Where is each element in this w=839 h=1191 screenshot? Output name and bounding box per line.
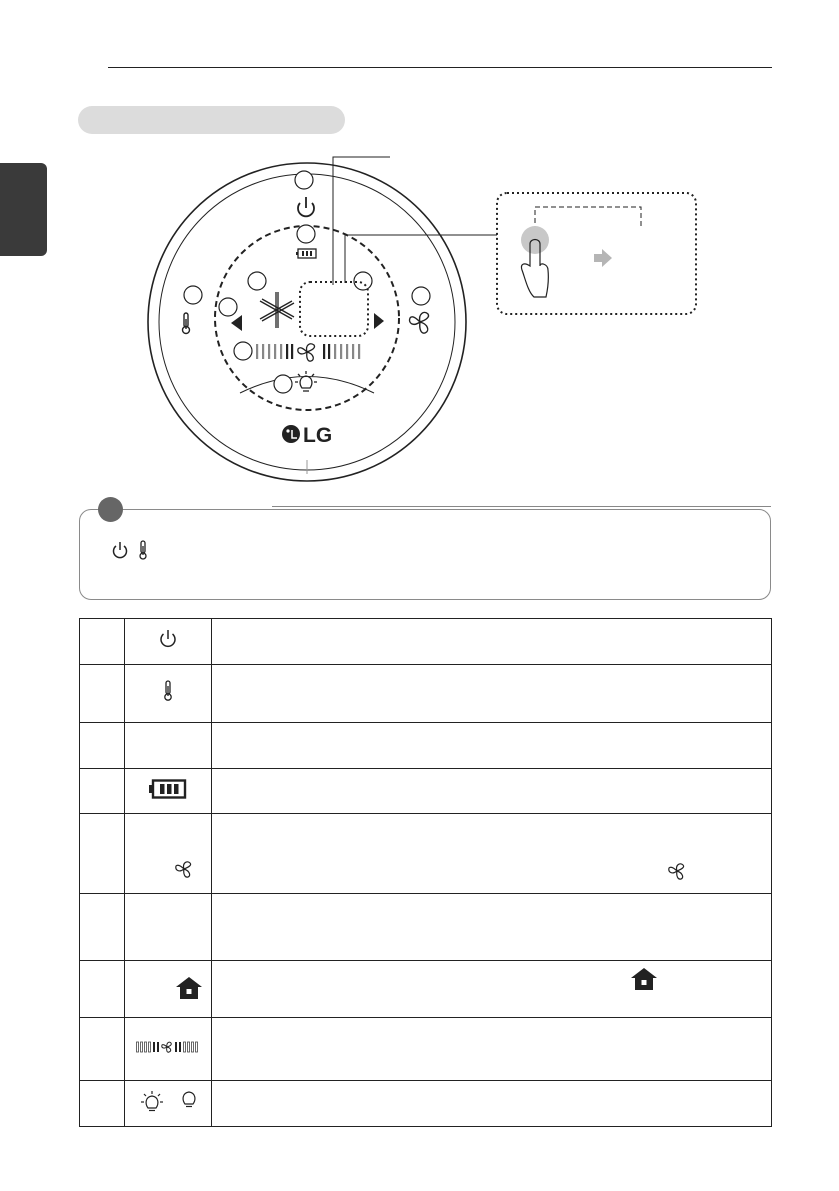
table-row xyxy=(80,814,772,894)
table-row xyxy=(80,619,772,665)
description-cell xyxy=(212,769,772,814)
fan-speed-bar-icon xyxy=(136,1041,200,1053)
table-row xyxy=(80,1018,772,1081)
table-row xyxy=(80,961,772,1018)
callout-3 xyxy=(248,272,266,290)
note-header-line xyxy=(272,506,771,507)
fan-icon xyxy=(410,312,429,333)
note-badge xyxy=(98,497,123,522)
row-number-cell xyxy=(80,961,125,1018)
row-number-cell xyxy=(80,814,125,894)
function-table xyxy=(79,618,772,1127)
callout-4 xyxy=(184,286,202,304)
description-cell xyxy=(212,814,772,894)
arrow-left-icon xyxy=(231,315,242,331)
note-box xyxy=(79,509,771,600)
description-cell xyxy=(212,665,772,723)
fan-icon xyxy=(175,860,193,878)
snowflake-icon xyxy=(260,292,294,328)
table-row xyxy=(80,665,772,723)
fan-icon xyxy=(668,862,686,880)
row-number-cell xyxy=(80,665,125,723)
light-off-icon xyxy=(182,1090,196,1112)
note-icons xyxy=(112,540,148,560)
callout-9 xyxy=(274,375,292,393)
table-row xyxy=(80,723,772,769)
battery-icon xyxy=(296,249,316,258)
light-on-icon xyxy=(140,1090,164,1112)
fan-speed-bar-icon xyxy=(256,344,360,361)
thermometer-icon xyxy=(138,540,148,560)
row-number-cell xyxy=(80,1018,125,1081)
controller-diagram xyxy=(0,0,839,500)
icon-cell xyxy=(125,769,212,814)
home-icon xyxy=(175,976,203,1000)
description-cell xyxy=(212,1018,772,1081)
power-icon xyxy=(112,541,128,559)
row-number-cell xyxy=(80,894,125,961)
callout-7 xyxy=(412,287,430,305)
table-row xyxy=(80,769,772,814)
icon-cell xyxy=(125,814,212,894)
arrow-right-icon-display xyxy=(374,313,384,329)
temperature-display-window xyxy=(300,282,368,336)
power-icon xyxy=(159,629,177,649)
table-row xyxy=(80,1081,772,1127)
row-number-cell xyxy=(80,619,125,665)
icon-cell xyxy=(125,723,212,769)
icon-cell xyxy=(125,1018,212,1081)
callout-5 xyxy=(219,298,237,316)
light-on-icon xyxy=(295,371,317,391)
description-cell xyxy=(212,619,772,665)
thermometer-icon xyxy=(183,313,190,334)
description-cell xyxy=(212,961,772,1018)
description-cell xyxy=(212,894,772,961)
lg-logo xyxy=(282,424,332,447)
power-icon xyxy=(298,197,314,216)
lg-logo-text: LG xyxy=(303,424,333,447)
inset-box xyxy=(497,193,696,314)
battery-icon xyxy=(149,779,187,799)
row-number-cell xyxy=(80,1081,125,1127)
leader-line-1 xyxy=(333,157,390,285)
icon-cell xyxy=(125,619,212,665)
description-cell xyxy=(212,723,772,769)
callout-8 xyxy=(234,342,252,360)
home-icon xyxy=(630,967,658,991)
icon-cell xyxy=(125,961,212,1018)
icon-cell xyxy=(125,894,212,961)
table-row xyxy=(80,894,772,961)
icon-cell xyxy=(125,1081,212,1127)
arrow-right-icon xyxy=(594,249,612,267)
icon-cell xyxy=(125,665,212,723)
description-cell xyxy=(212,1081,772,1127)
row-number-cell xyxy=(80,769,125,814)
callout-2 xyxy=(297,225,315,243)
row-number-cell xyxy=(80,723,125,769)
callout-1 xyxy=(295,171,313,189)
thermometer-icon xyxy=(163,680,173,702)
